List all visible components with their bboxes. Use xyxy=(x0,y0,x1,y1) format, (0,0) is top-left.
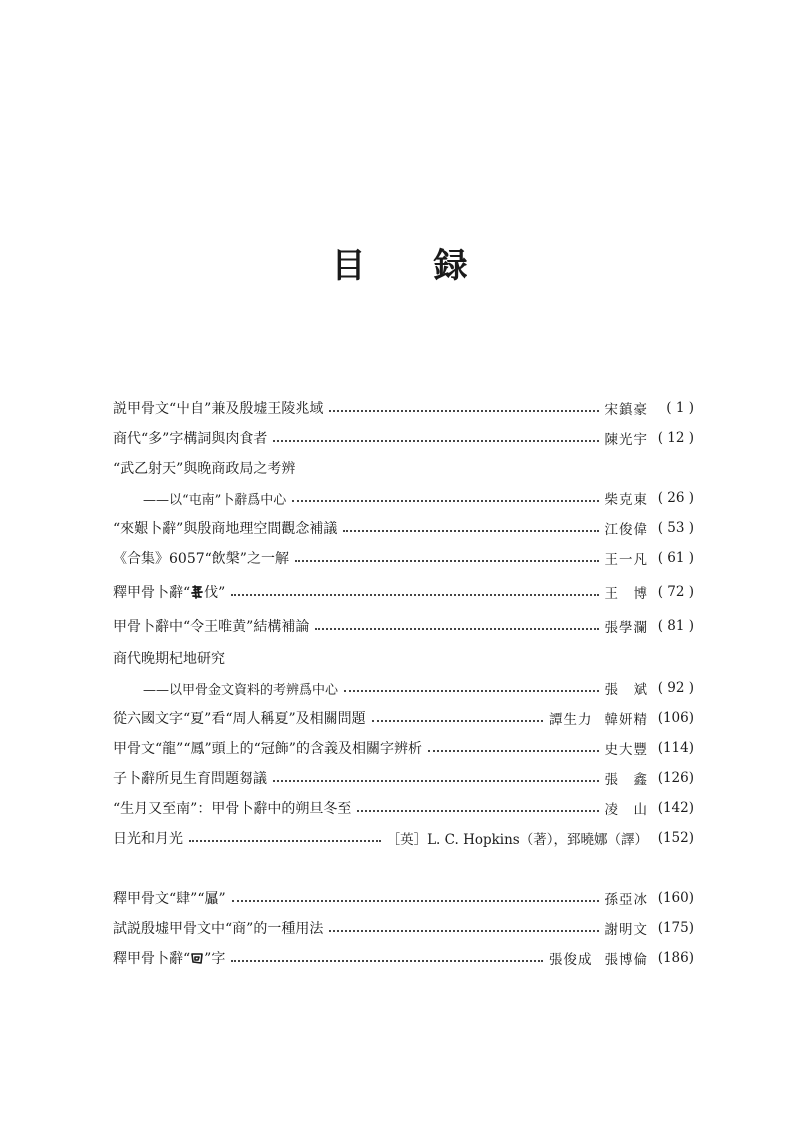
leader-dots xyxy=(189,839,381,842)
entry-title-part: 釋甲骨卜辭“ xyxy=(113,951,191,967)
entry-author: 凌 山 xyxy=(604,802,648,818)
toc-entry-subtitle[interactable] xyxy=(113,676,694,700)
toc-entry[interactable] xyxy=(113,706,694,730)
entry-page: ( 81 ) xyxy=(657,618,694,634)
toc-entry[interactable] xyxy=(113,614,694,638)
entry-author: 宋鎮豪 xyxy=(604,402,648,418)
leader-dots xyxy=(428,749,599,752)
entry-title: 《合集》6057“飲槃”之一解 xyxy=(113,551,289,567)
leader-dots xyxy=(372,719,543,722)
leader-dots xyxy=(292,499,598,502)
leader-dots xyxy=(273,439,598,442)
toc-entry[interactable] xyxy=(113,826,694,850)
entry-author: 江俊偉 xyxy=(604,522,648,538)
entry-page: (152) xyxy=(657,830,694,846)
entry-page: ( 26 ) xyxy=(657,490,694,506)
entry-title: 甲骨文“龍”“鳳”頭上的“冠飾”的含義及相關字辨析 xyxy=(113,741,422,757)
entry-author: ［英］L. C. Hopkins（著），郅曉娜（譯） xyxy=(386,832,648,848)
entry-page: (114) xyxy=(657,740,694,756)
entry-page: (186) xyxy=(657,950,694,966)
entry-page: ( 61 ) xyxy=(657,550,694,566)
toc-entry[interactable] xyxy=(113,886,694,910)
leader-dots xyxy=(315,627,598,630)
entry-title: 甲骨卜辭中“令王唯黄”結構補論 xyxy=(113,619,310,635)
leader-dots xyxy=(295,559,599,562)
toc-entry[interactable] xyxy=(113,546,694,570)
entry-author: 張 斌 xyxy=(604,682,648,698)
entry-author: 王一凡 xyxy=(604,552,648,568)
leader-dots xyxy=(357,809,598,812)
leader-dots xyxy=(231,593,598,596)
entry-page: (106) xyxy=(657,710,694,726)
entry-title: “生月又至南”：甲骨卜辭中的朔旦冬至 xyxy=(113,801,352,817)
title-char-2: 録 xyxy=(433,246,468,286)
entry-author: 史大豐 xyxy=(604,742,648,758)
ancient-character-glyph-icon xyxy=(190,951,204,965)
entry-author: 孫亞冰 xyxy=(604,892,648,908)
entry-page: (126) xyxy=(657,770,694,786)
entry-page: (175) xyxy=(657,920,694,936)
entry-coauthor: 譚生力 xyxy=(549,712,593,728)
entry-title: 試説殷墟甲骨文中“商”的一種用法 xyxy=(113,921,324,937)
leader-dots xyxy=(273,779,599,782)
toc-entry[interactable] xyxy=(113,916,694,940)
entry-subtitle: ——以甲骨金文資料的考辨爲中心 xyxy=(143,682,339,698)
entry-subtitle: ——以“屯南”卜辭爲中心 xyxy=(143,492,287,508)
entry-title: “來艱卜辭”與殷商地理空間觀念補議 xyxy=(113,521,338,537)
entry-page: (160) xyxy=(657,890,694,906)
toc-entry[interactable] xyxy=(113,736,694,760)
entry-title xyxy=(113,948,225,968)
entry-author: 韓妍精 xyxy=(604,712,648,728)
toc-entry[interactable] xyxy=(113,396,694,420)
entry-page: ( 72 ) xyxy=(657,584,694,600)
ancient-character-glyph-icon xyxy=(190,585,204,599)
entry-title: “武乙射天”與晚商政局之考辨 xyxy=(113,461,296,477)
entry-title-part: ”字 xyxy=(204,951,226,967)
entry-title: 日光和月光 xyxy=(113,831,183,847)
entry-page: ( 1 ) xyxy=(666,400,694,416)
toc-entry-subtitle[interactable] xyxy=(113,486,694,510)
toc-entry[interactable] xyxy=(113,580,694,604)
toc-entry[interactable] xyxy=(113,796,694,820)
entry-author: 王 博 xyxy=(604,586,648,602)
page-title xyxy=(0,238,799,287)
entry-title-part: 釋甲骨卜辭“ xyxy=(113,585,191,601)
leader-dots xyxy=(232,899,599,902)
title-char-1: 目 xyxy=(331,246,366,286)
toc-entry-heading[interactable] xyxy=(113,646,694,670)
leader-dots xyxy=(329,409,598,412)
entry-author: 張 鑫 xyxy=(604,772,648,788)
leader-dots xyxy=(329,929,598,932)
entry-coauthor: 張俊成 xyxy=(549,952,593,968)
leader-dots xyxy=(231,959,543,962)
leader-dots xyxy=(343,529,598,532)
toc-entry[interactable] xyxy=(113,946,694,970)
entry-title xyxy=(113,582,225,602)
entry-author: 陳光宇 xyxy=(604,432,648,448)
entry-page: ( 12 ) xyxy=(657,430,694,446)
entry-title: 商代晚期杞地研究 xyxy=(113,651,225,667)
entry-author: 張博倫 xyxy=(604,952,648,968)
entry-page: (142) xyxy=(657,800,694,816)
toc-entry[interactable] xyxy=(113,516,694,540)
entry-title-part: 伐” xyxy=(204,585,226,601)
entry-author: 柴克東 xyxy=(604,492,648,508)
entry-page: ( 53 ) xyxy=(657,520,694,536)
leader-dots xyxy=(344,689,598,692)
toc-entry[interactable] xyxy=(113,426,694,450)
entry-title: 商代“多”字構詞與肉食者 xyxy=(113,431,268,447)
entry-title: 子卜辭所見生育問題芻議 xyxy=(113,771,267,787)
entry-author: 謝明文 xyxy=(604,922,648,938)
toc-entry[interactable] xyxy=(113,766,694,790)
entry-title: 從六國文字“夏”看“周人稱夏”及相關問題 xyxy=(113,711,366,727)
entry-title: 説甲骨文“屮自”兼及殷墟王陵兆域 xyxy=(113,401,324,417)
entry-author: 張學瀾 xyxy=(604,620,648,636)
toc-entry-heading[interactable] xyxy=(113,456,694,480)
entry-title: 釋甲骨文“肆”“屭” xyxy=(113,891,226,907)
entry-page: ( 92 ) xyxy=(657,680,694,696)
